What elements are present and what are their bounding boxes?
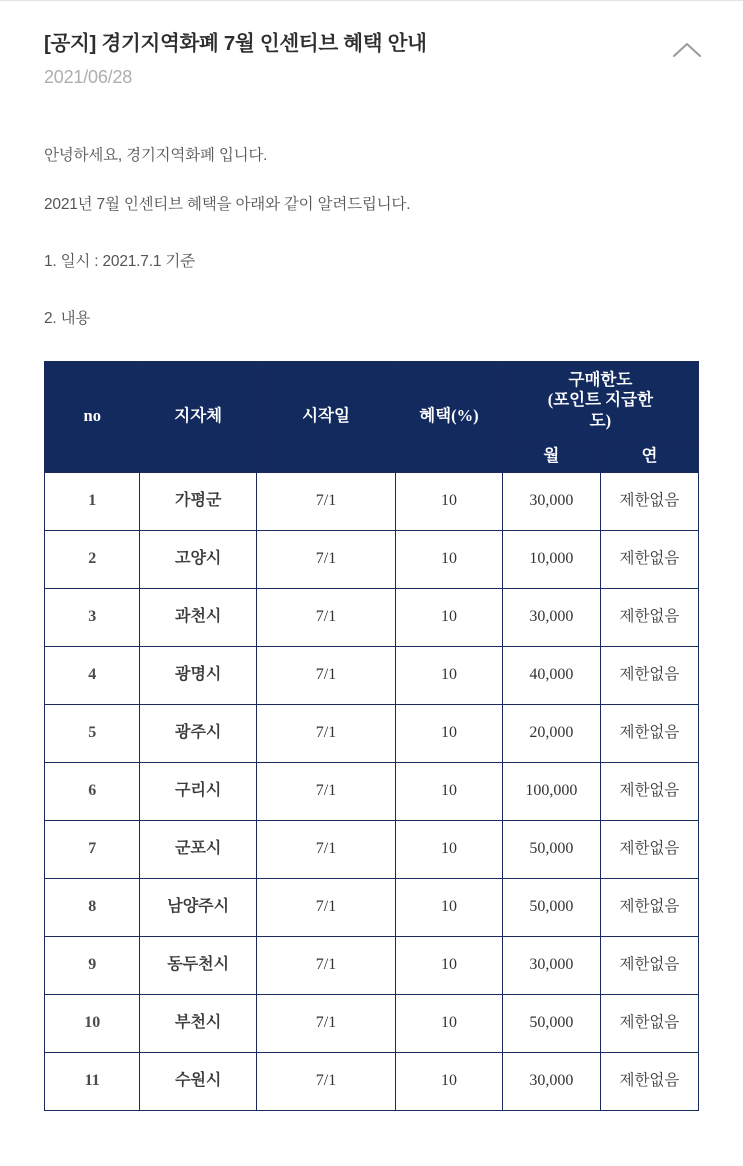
cell-benefit: 10	[396, 588, 503, 646]
cell-year-limit: 제한없음	[600, 1052, 698, 1110]
notice-header	[0, 0, 743, 88]
cell-month-limit: 100,000	[502, 762, 600, 820]
cell-government: 구리시	[140, 762, 256, 820]
cell-benefit: 10	[396, 936, 503, 994]
cell-month-limit: 40,000	[502, 646, 600, 704]
cell-benefit: 10	[396, 820, 503, 878]
table-row	[45, 472, 699, 530]
cell-month-limit: 30,000	[502, 472, 600, 530]
cell-benefit: 10	[396, 994, 503, 1052]
cell-year-limit: 제한없음	[600, 994, 698, 1052]
cell-start-date: 7/1	[256, 646, 395, 704]
purchase-limit-line2: (포인트 지급한	[547, 390, 654, 410]
cell-year-limit: 제한없음	[600, 878, 698, 936]
cell-benefit: 10	[396, 762, 503, 820]
cell-year-limit: 제한없음	[600, 646, 698, 704]
column-header-government: 지자체	[140, 361, 256, 472]
cell-start-date: 7/1	[256, 1052, 395, 1110]
cell-start-date: 7/1	[256, 878, 395, 936]
greeting-text: 안녕하세요, 경기지역화폐 입니다.	[44, 146, 268, 164]
column-header-month: 월	[502, 440, 600, 472]
cell-government: 수원시	[140, 1052, 256, 1110]
table-row	[45, 994, 699, 1052]
cell-year-limit: 제한없음	[600, 762, 698, 820]
cell-year-limit: 제한없음	[600, 704, 698, 762]
cell-no: 8	[45, 878, 140, 936]
cell-month-limit: 50,000	[502, 878, 600, 936]
cell-benefit: 10	[396, 646, 503, 704]
cell-no: 1	[45, 472, 140, 530]
cell-start-date: 7/1	[256, 936, 395, 994]
cell-benefit: 10	[396, 1052, 503, 1110]
cell-month-limit: 30,000	[502, 588, 600, 646]
notice-date: 2021/06/28	[44, 66, 133, 87]
table-body	[45, 472, 699, 1110]
table-head	[45, 361, 699, 472]
table-row	[45, 704, 699, 762]
cell-government: 군포시	[140, 820, 256, 878]
cell-year-limit: 제한없음	[600, 530, 698, 588]
table-header-row-1	[45, 361, 699, 440]
cell-no: 7	[45, 820, 140, 878]
chevron-up-icon[interactable]	[667, 36, 707, 64]
table-row	[45, 936, 699, 994]
cell-no: 10	[45, 994, 140, 1052]
table-row	[45, 878, 699, 936]
cell-no: 11	[45, 1052, 140, 1110]
cell-government: 동두천시	[140, 936, 256, 994]
incentive-table-wrap	[0, 361, 743, 1111]
cell-no: 2	[45, 530, 140, 588]
cell-government: 가평군	[140, 472, 256, 530]
item-date-text: 1. 일시 : 2021.7.1 기준	[44, 253, 195, 271]
column-header-benefit: 혜택(%)	[396, 361, 503, 472]
cell-government: 과천시	[140, 588, 256, 646]
item-content-text: 2. 내용	[44, 310, 91, 328]
cell-no: 9	[45, 936, 140, 994]
cell-start-date: 7/1	[256, 472, 395, 530]
cell-start-date: 7/1	[256, 820, 395, 878]
column-header-start-date: 시작일	[256, 361, 395, 472]
cell-month-limit: 30,000	[502, 936, 600, 994]
cell-start-date: 7/1	[256, 588, 395, 646]
cell-no: 4	[45, 646, 140, 704]
column-header-purchase-limit	[502, 361, 698, 440]
page-title: [공지] 경기지역화폐 7월 인센티브 혜택 안내	[44, 32, 427, 55]
table-row	[45, 588, 699, 646]
cell-month-limit: 50,000	[502, 820, 600, 878]
cell-benefit: 10	[396, 472, 503, 530]
table-row	[45, 530, 699, 588]
cell-start-date: 7/1	[256, 762, 395, 820]
cell-month-limit: 20,000	[502, 704, 600, 762]
cell-no: 5	[45, 704, 140, 762]
cell-year-limit: 제한없음	[600, 588, 698, 646]
cell-year-limit: 제한없음	[600, 472, 698, 530]
incentive-table	[44, 361, 699, 1111]
table-row	[45, 762, 699, 820]
cell-year-limit: 제한없음	[600, 936, 698, 994]
cell-no: 6	[45, 762, 140, 820]
cell-government: 남양주시	[140, 878, 256, 936]
table-row	[45, 820, 699, 878]
cell-benefit: 10	[396, 530, 503, 588]
cell-government: 광명시	[140, 646, 256, 704]
purchase-limit-line3: 도)	[589, 410, 612, 430]
intro-text: 2021년 7월 인센티브 혜택을 아래와 같이 알려드립니다.	[44, 195, 411, 213]
column-header-year: 연	[600, 440, 698, 472]
notice-body	[0, 144, 743, 331]
cell-month-limit: 30,000	[502, 1052, 600, 1110]
cell-government: 부천시	[140, 994, 256, 1052]
cell-government: 광주시	[140, 704, 256, 762]
cell-start-date: 7/1	[256, 704, 395, 762]
cell-government: 고양시	[140, 530, 256, 588]
purchase-limit-line1: 구매한도	[568, 369, 633, 389]
cell-start-date: 7/1	[256, 994, 395, 1052]
table-row	[45, 646, 699, 704]
cell-no: 3	[45, 588, 140, 646]
cell-month-limit: 10,000	[502, 530, 600, 588]
column-header-no: no	[45, 361, 140, 472]
table-row	[45, 1052, 699, 1110]
cell-benefit: 10	[396, 704, 503, 762]
cell-year-limit: 제한없음	[600, 820, 698, 878]
cell-month-limit: 50,000	[502, 994, 600, 1052]
cell-benefit: 10	[396, 878, 503, 936]
cell-start-date: 7/1	[256, 530, 395, 588]
